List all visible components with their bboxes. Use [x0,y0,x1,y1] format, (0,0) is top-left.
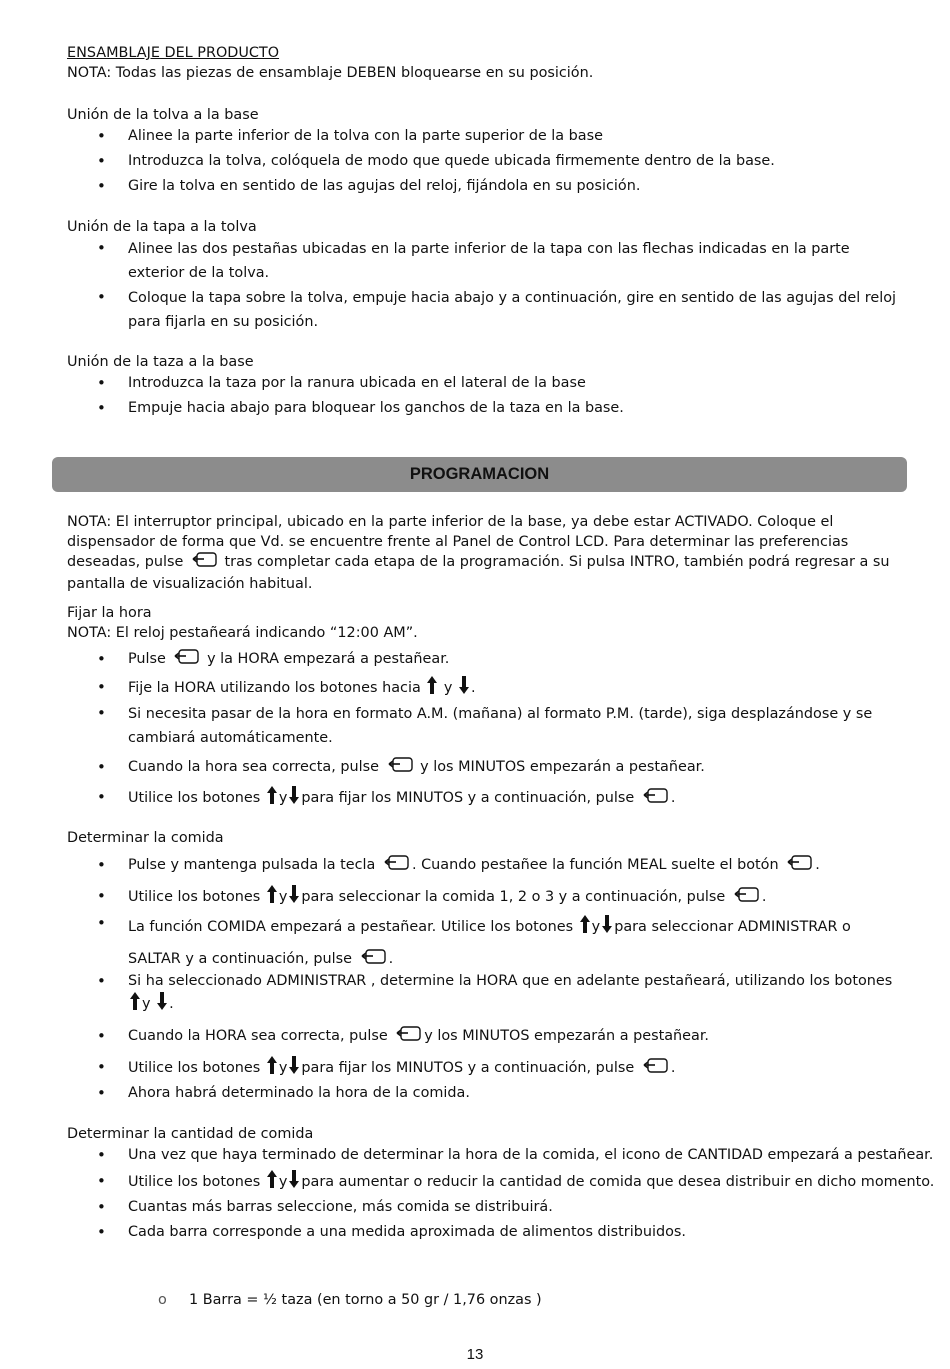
enter-key-icon [732,887,760,910]
bullet-icon [97,970,115,993]
down-arrow-icon [289,1056,299,1081]
down-arrow-icon [602,914,612,944]
enter-key-icon [785,855,813,878]
enter-key-icon [172,649,200,672]
page-number: 13 [466,1346,484,1363]
section-heading-tapa-tolva: Unión de la tapa a la tolva [67,219,257,235]
bullet-icon [97,885,115,908]
enter-key-icon [382,855,410,878]
bullet-icon [97,150,115,173]
up-arrow-icon [267,885,277,910]
banner-title: PROGRAMACION [409,465,550,483]
bullet-icon [97,676,115,699]
bullet-icon [97,1082,115,1105]
up-arrow-icon [130,992,140,1017]
up-arrow-icon [267,1170,277,1195]
bullet-icon [97,1025,115,1048]
down-arrow-icon [289,1170,299,1195]
sub-list-item: o 1 Barra = ½ taza (en torno a 50 gr / 1,76 onzas ) [158,1292,542,1308]
bullet-icon [97,1196,115,1219]
bullet-icon [97,1144,115,1167]
bullet-icon [97,1056,115,1079]
assembly-note: NOTA: Todas las piezas de ensamblaje DEBEN bloquearse en su posición. [67,65,594,81]
down-arrow-icon [289,885,299,910]
enter-key-icon [641,1058,669,1081]
down-arrow-icon [157,992,167,1017]
programming-banner [52,457,907,492]
bullet-icon [97,1170,115,1193]
bullet-icon [97,175,115,198]
hollow-bullet-icon: o [158,1292,167,1308]
enter-key-icon [394,1026,422,1049]
down-arrow-icon [289,786,299,811]
enter-key-icon [386,757,414,780]
up-arrow-icon [267,786,277,811]
bullet-icon [97,648,115,671]
document-page: ENSAMBLAJE DEL PRODUCTO NOTA: Todas las piezas de ensamblaje DEBEN bloquearse en su posición. Unión de la tolva a la base • Alinee la parte inferior de la tolva con la parte superior de la base • Introduzca la tolva, colóquela de modo que quede ubicada firmemente dentro de la base. • Gire la tolva en sentido de las agujas del reloj, fijándola en su posición. Unión de la tapa a la tolva • Alinee las dos pestañas ubicadas en la parte inferior de la tapa con las flechas indicadas en la parte exterior de la tolva. • Coloque la tapa sobre la tolva, empuje hacia abajo y a continuación, gire en sentido de las agujas del reloj para fijarla en su posición. Unión de la taza a la base • Introduzca la taza por la ranura ubicada en el lateral de la base • Empuje hacia abajo para bloquear los ganchos de la taza en la base. PROGRAMACION NOTA: El interruptor principal, ubicado en la parte inferior de la base, ya debe estar ACTIVADO. Coloque el dispensador de forma que Vd. se encuentre frente al Panel de Control LCD. Para determinar las preferencias deseadas, pulse tras completar cada etapa de la programación. Si pulsa INTRO, también podrá regresar a su pantalla de visualización habitual. Fijar la hora NOTA: El reloj pestañeará indicando “12:00 AM”. • Pulse y la HORA empezará a pestañear. • Fije la HORA utilizando los botones hacia y . • Si necesita pasar de la hora en formato A.M. (mañana) al formato P.M. (tarde), siga desplazándose y se cambiará automáticamente. • Cuando la hora sea correcta, pulse y los MINUTOS empezarán a pestañear. • Utilice los botones y para fijar los MINUTOS y a continuación, pulse . Determinar la comida • Pulse y mantenga pulsada la tecla . Cuando pestañee la función MEAL suelte el botón . • Utilice los botones y para seleccionar la comida 1, 2 o 3 y a continuación, pulse . • La función COMIDA empezará a pestañear. Utilice los botones y para seleccionar ADMINISTRAR o SALTAR y a continuación, pulse . • Si ha seleccionado ADMINISTRAR , determine la HORA que en adelante pestañeará, utilizando los botones y . • Cuando la HORA sea correcta, pulse y los MINUTOS empezarán a pestañear. • Utilice los botones y para fijar los MINUTOS y a continuación, pulse . • Ahora habrá determinado la hora de la comida. Determinar la cantidad de comida • Una vez que haya terminado de determinar la hora de la comida, el icono de CANTIDAD empezará a pestañear. • Utilice los botones y para aumentar o reducir la cantidad de comida que desea distribuir en dicho momento. • Cuantas más barras seleccione, más comida se distribuirá. • Cada barra corresponde a una medida aproximada de alimentos distribuidos. o 1 Barra = ½ taza (en torno a 50 gr / 1,76 onzas ) 13 [0,0,950,1369]
enter-key-icon [190,552,218,574]
up-arrow-icon [267,1056,277,1081]
quantity-heading: Determinar la cantidad de comida [67,1126,314,1142]
bullet-icon [97,912,115,935]
bullet-icon [97,786,115,809]
bullet-icon [97,372,115,395]
bullet-icon [97,397,115,420]
section-heading-tolva-base: Unión de la tolva a la base [67,107,259,123]
enter-key-icon [641,788,669,811]
bullet-icon [97,854,115,877]
bullet-icon [97,286,115,309]
bullet-icon [97,125,115,148]
programming-intro: NOTA: El interruptor principal, ubicado en la parte inferior de la base, ya debe estar ACTIVADO. Coloque el dispensador de forma que Vd. se encuentre frente al Panel de Control LCD. Para determinar las preferencias deseadas, pulse tras completar cada etapa de la programación. Si pulsa INTRO, también podrá regresar a su pantalla de visualización habitual. [67,514,890,592]
bullet-icon [97,237,115,260]
clock-heading: Fijar la hora [67,605,152,621]
assembly-title: ENSAMBLAJE DEL PRODUCTO [67,45,280,61]
bullet-icon [97,1221,115,1244]
bullet-icon [97,702,115,725]
section-heading-taza-base: Unión de la taza a la base [67,354,254,370]
meal-heading: Determinar la comida [67,830,224,846]
clock-note: NOTA: El reloj pestañeará indicando “12:00 AM”. [67,625,418,641]
down-arrow-icon [459,676,469,701]
up-arrow-icon [427,676,437,701]
up-arrow-icon [580,914,590,944]
bullet-icon [97,756,115,779]
